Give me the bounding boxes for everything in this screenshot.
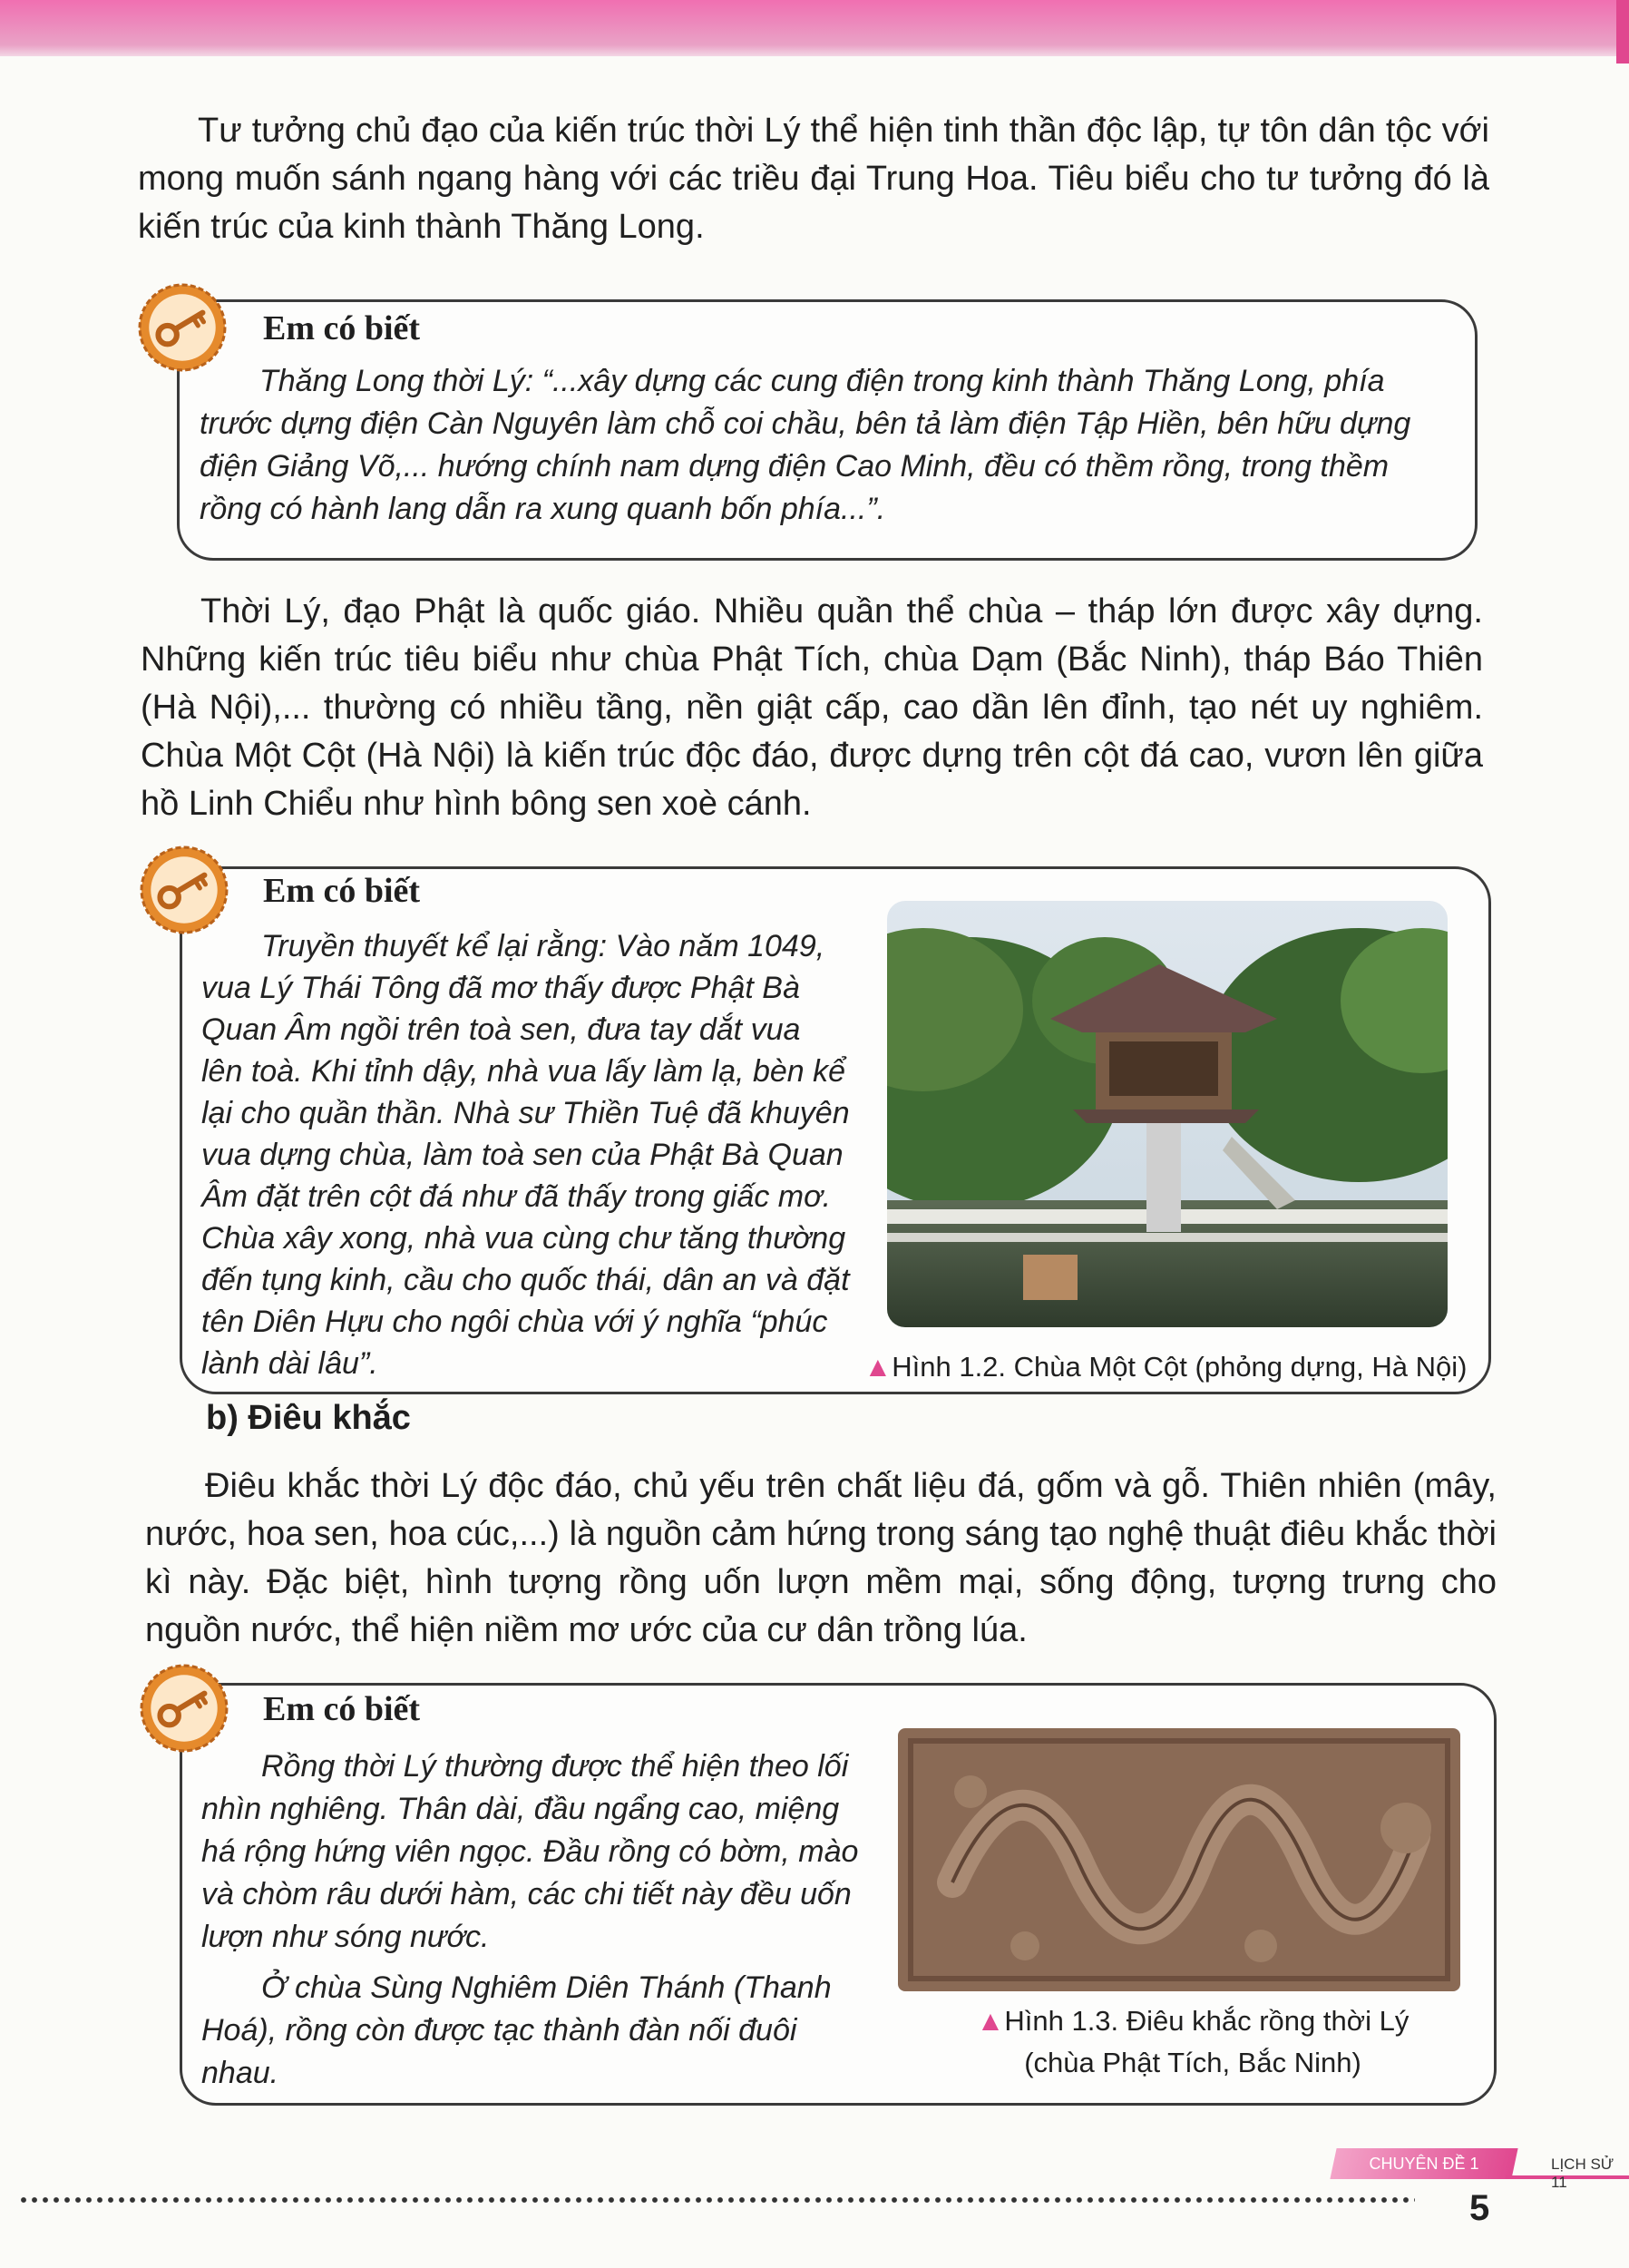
box2-text: Truyền thuyết kể lại rằng: Vào năm 1049, vua Lý Thái Tông đã mơ thấy được Phật Bà Quan Âm ngồi trên toà sen, đưa tay dắt vua lên toà. Khi tỉnh dậy, nhà vua lấy làm lạ, bèn kể lại cho quần thần. Nhà sư Thiền Tuệ đã khuyên vua dựng chùa, làm toà sen của Phật Bà Quan Âm đặt trên cột đá như đã thấy trong giấc mơ. Chùa xây xong, nhà vua cùng chư tăng thường đến tụng kinh, cầu cho quốc thái, dân an và đặt tên Diên Hựu cho ngôi chùa với ý nghĩa “phúc lành dài lâu”. [201,929,850,1381]
box3-text-1: Rồng thời Lý thường được thể hiện theo lối nhìn nghiêng. Thân dài, đầu ngẩng cao, miệng há rộng hứng viên ngọc. Đầu rồng có bờm, mào và chòm râu dưới hàm, các chi tiết này đều uốn lượn như sóng nước. [201,1749,859,1954]
footer-subject: LỊCH SỬ 11 [1551,2156,1614,2191]
figure-1-3-caption [925,2000,1460,2084]
box2-title: Em có biết [263,872,421,910]
top-banner-tab [1616,0,1629,64]
figure-1-2-caption-text: Hình 1.2. Chùa Một Cột (phỏng dựng, Hà Nội) [892,1351,1468,1383]
figure-1-3-caption-line2: (chùa Phật Tích, Bắc Ninh) [1024,2047,1361,2078]
footer-dotted-rule [18,2195,1415,2204]
page-number: 5 [1469,2188,1490,2228]
box3-text-2: Ở chùa Sùng Nghiêm Diên Thánh (Thanh Hoá), rồng còn được tạc thành đàn nối đuôi nhau. [201,1970,832,2090]
figure-1-2-caption [857,1346,1474,1388]
dragon-relief-photo [898,1728,1460,1991]
paragraph-architecture-intro: Tư tưởng chủ đạo của kiến trúc thời Lý thể hiện tinh thần độc lập, tự tôn dân tộc với mong muốn sánh ngang hàng với các triều đại Trung Hoa. Tiêu biểu cho tư tưởng đó là kiến trúc của kinh thành Thăng Long. [138,112,1489,246]
caption-marker-icon: ▲ [976,2005,1005,2037]
box1-title: Em có biết [263,309,421,347]
one-pillar-pagoda-photo [887,901,1448,1327]
box3-title: Em có biết [263,1690,421,1728]
key-icon [138,1662,230,1755]
figure-1-3-caption-line1: Hình 1.3. Điêu khắc rồng thời Lý [1004,2005,1410,2037]
paragraph-buddhist-architecture: Thời Lý, đạo Phật là quốc giáo. Nhiều quần thể chùa – tháp lớn được xây dựng. Những kiến trúc tiêu biểu như chùa Phật Tích, chùa Dạm (Bắc Ninh), tháp Báo Thiên (Hà Nội),... thường có nhiều tầng, nền giật cấp, cao dần lên đỉnh, tạo nét uy nghiêm. Chùa Một Cột (Hà Nội) là kiến trúc độc đáo, được dựng trên cột đá cao, vươn lên giữa hồ Linh Chiểu như hình bông sen xoè cánh. [141,592,1483,823]
footer-topic-tag: CHUYÊN ĐỀ 1 [1330,2148,1517,2179]
paragraph-sculpture: Điêu khắc thời Lý độc đáo, chủ yếu trên chất liệu đá, gốm và gỗ. Thiên nhiên (mây, nước, hoa sen, hoa cúc,...) là nguồn cảm hứng trong sáng tạo nghệ thuật điêu khắc thời kì này. Đặc biệt, hình tượng rồng uốn lượn mềm mại, sống động, tượng trưng cho nguồn nước, thể hiện niềm mơ ước của cư dân trồng lúa. [145,1467,1497,1649]
key-icon [138,844,230,936]
caption-marker-icon: ▲ [863,1351,893,1383]
box1-text: Thăng Long thời Lý: “...xây dựng các cung điện trong kinh thành Thăng Long, phía trước dựng điện Càn Nguyên làm chỗ coi chầu, bên tả làm điện Tập Hiền, bên hữu dựng điện Giảng Võ,... hướng chính nam dựng điện Cao Minh, đều có thềm rồng, trong thềm rồng có hành lang dẫn ra xung quanh bốn phía...”. [200,364,1411,526]
section-heading-sculpture: b) Điêu khắc [206,1399,411,1437]
top-banner [0,0,1629,56]
